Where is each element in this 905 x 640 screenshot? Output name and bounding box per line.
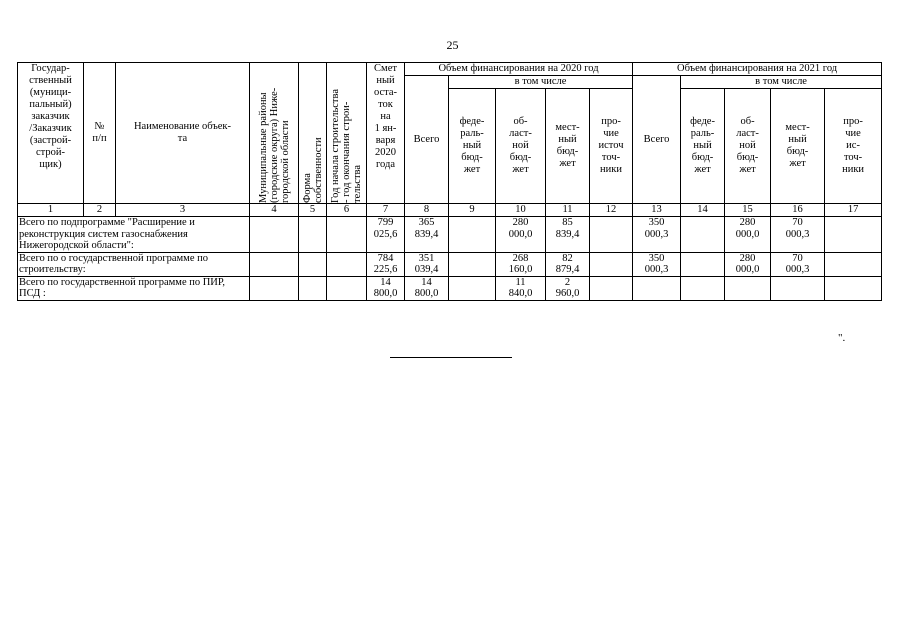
header-funding-2020: Объем финансирования на 2020 год [405,63,633,76]
horizontal-rule [390,357,512,358]
header-total-2020: Всего [405,76,449,204]
column-number: 13 [633,204,681,217]
cell-other-2021 [825,276,882,300]
cell-total-2020: 14 800,0 [405,276,449,300]
cell-federal-2020 [449,252,496,276]
cell-regional-2021: 280 000,0 [725,217,771,253]
column-number: 2 [84,204,116,217]
header-including-2020: в том числе [449,76,633,89]
cell-local-2021 [771,276,825,300]
cell-total-2020: 365 839,4 [405,217,449,253]
header-other-2020: про- чие источ точ- ники [590,89,633,204]
header-other-2021: про- чие ис- точ- ники [825,89,882,204]
column-number: 7 [367,204,405,217]
column-number: 8 [405,204,449,217]
cell-total-2020: 351 039,4 [405,252,449,276]
table-cell [299,252,327,276]
column-number: 5 [299,204,327,217]
header-municipal-districts [250,63,299,204]
cell-other-2020 [590,252,633,276]
cell-federal-2020 [449,217,496,253]
table-row-subprogram-total [18,217,882,253]
column-number: 1 [18,204,84,217]
header-including-2021: в том числе [681,76,882,89]
header-regional-2020: об- ласт- ной бюд- жет [496,89,546,204]
header-ownership-text: Форма собственности [301,137,324,203]
cell-local-2021: 70 000,3 [771,217,825,253]
cell-other-2021 [825,217,882,253]
cell-regional-2021 [725,276,771,300]
cell-other-2021 [825,252,882,276]
header-funding-2021: Объем финансирования на 2021 год [633,63,882,76]
column-number: 17 [825,204,882,217]
header-estimated-balance: Смет ный оста- ток на 1 ян- варя 2020 года [367,63,405,204]
cell-estimated-balance: 784 225,6 [367,252,405,276]
header-customer: Государ- ственный (муници- пальный) заказчик /Заказчик (застрой- строй- щик) [18,63,84,204]
header-object-name: Наименование объек- та [116,63,250,204]
page-number: 25 [446,38,459,52]
column-number: 9 [449,204,496,217]
header-total-2021: Всего [633,76,681,204]
cell-other-2020 [590,217,633,253]
table-cell [250,252,299,276]
table-cell [299,217,327,253]
table-row-design-total [18,276,882,300]
table-cell [327,217,367,253]
cell-local-2020: 82 879,4 [546,252,590,276]
column-number: 16 [771,204,825,217]
cell-local-2020: 85 839,4 [546,217,590,253]
column-number-row [18,204,882,217]
header-federal-2020: феде- раль- ный бюд- жет [449,89,496,204]
column-number: 12 [590,204,633,217]
cell-regional-2020: 268 160,0 [496,252,546,276]
header-construction-years [327,63,367,204]
closing-quote: ". [838,332,846,344]
cell-federal-2021 [681,276,725,300]
cell-regional-2020: 11 840,0 [496,276,546,300]
row-label: Всего по государственной программе по ПИР, ПСД : [18,276,250,300]
cell-estimated-balance: 14 800,0 [367,276,405,300]
cell-total-2021: 350 000,3 [633,217,681,253]
header-construction-years-text: Год начала строительства - год окончания строи- тельства [330,89,363,203]
header-federal-2021: феде- раль- ный бюд- жет [681,89,725,204]
header-municipal-districts-text: Муниципальные районы (городские округа) Ниже- городской области [257,87,291,203]
cell-federal-2021 [681,217,725,253]
funding-table [17,62,882,301]
cell-federal-2020 [449,276,496,300]
column-number: 11 [546,204,590,217]
cell-federal-2021 [681,252,725,276]
cell-local-2020: 2 960,0 [546,276,590,300]
cell-regional-2020: 280 000,0 [496,217,546,253]
row-label: Всего по о государственной программе по строительству: [18,252,250,276]
column-number: 15 [725,204,771,217]
cell-estimated-balance: 799 025,6 [367,217,405,253]
column-number: 6 [327,204,367,217]
header-ownership [299,63,327,204]
column-number: 10 [496,204,546,217]
cell-total-2021: 350 000,3 [633,252,681,276]
table-row-construction-total [18,252,882,276]
table-cell [327,276,367,300]
table-cell [250,276,299,300]
table-cell [299,276,327,300]
column-number: 4 [250,204,299,217]
table-cell [327,252,367,276]
column-number: 3 [116,204,250,217]
header-row-1 [18,63,882,76]
column-number: 14 [681,204,725,217]
header-local-2020: мест- ный бюд- жет [546,89,590,204]
header-number: № п/п [84,63,116,204]
cell-total-2021 [633,276,681,300]
header-regional-2021: об- ласт- ной бюд- жет [725,89,771,204]
table-cell [250,217,299,253]
row-label: Всего по подпрограмме "Расширение и реконструкция систем газоснабжения Нижегородской области": [18,217,250,253]
cell-regional-2021: 280 000,0 [725,252,771,276]
cell-local-2021: 70 000,3 [771,252,825,276]
cell-other-2020 [590,276,633,300]
header-local-2021: мест- ный бюд- жет [771,89,825,204]
